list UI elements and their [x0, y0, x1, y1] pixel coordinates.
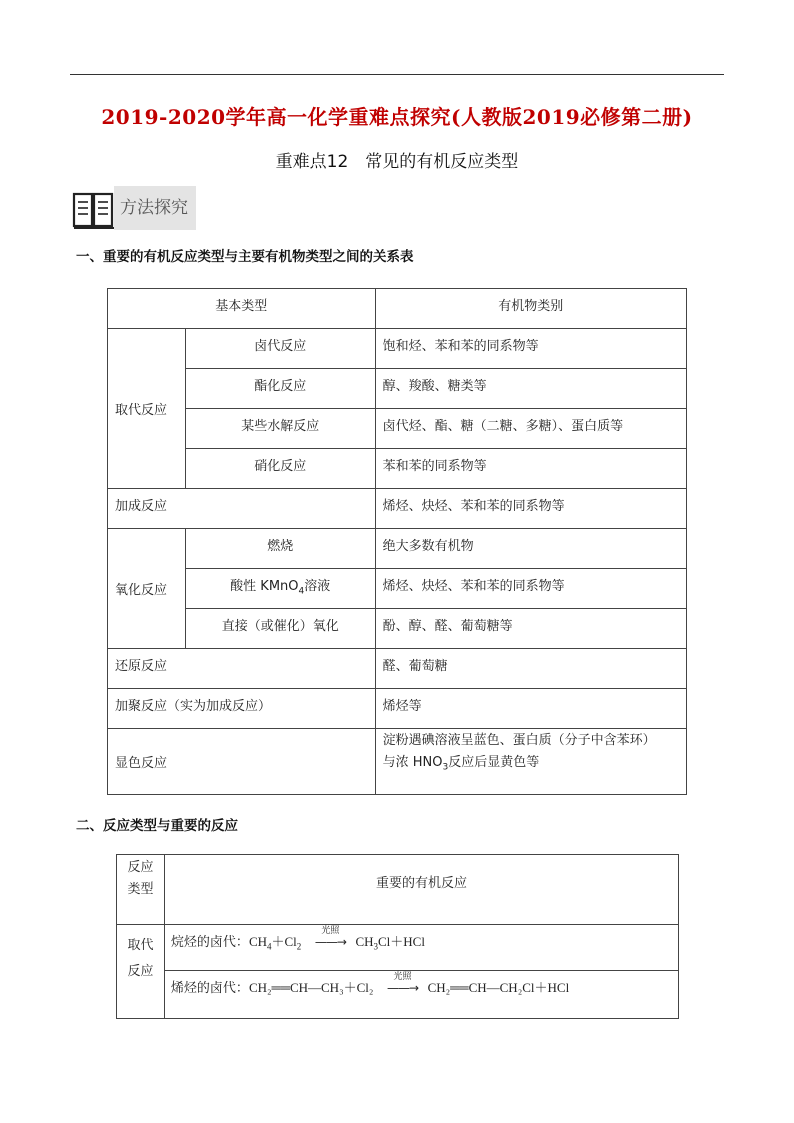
reactant-text: CH₂══CH—CH₃＋Cl₂: [248, 980, 374, 995]
table-row: [108, 489, 687, 529]
group-label-line: 取代: [127, 938, 154, 953]
col-header-type: [117, 855, 165, 925]
table-row: [108, 569, 687, 609]
arrow-icon: ——→: [314, 935, 346, 949]
category-cell: 烯烃、炔烃、苯和苯的同系物等: [375, 489, 686, 529]
subscript: 2: [296, 941, 302, 952]
subtype-cell: 卤代反应: [185, 329, 375, 369]
formula: CH: [355, 934, 374, 949]
subtype-cell: 燃烧: [185, 529, 375, 569]
oxidation-label: 氧化反应: [108, 529, 186, 649]
subtype-cell: 某些水解反应: [185, 409, 375, 449]
subscript: 4: [298, 586, 305, 597]
table-row: [108, 329, 687, 369]
subscript: 3: [373, 941, 378, 952]
category-cell: 卤代烃、酯、糖（二糖、多糖）、蛋白质等: [375, 409, 686, 449]
reduction-label: 还原反应: [108, 649, 376, 689]
formula: ＋Cl: [271, 934, 297, 949]
table-row: [108, 729, 687, 795]
reaction-arrow: [305, 926, 355, 949]
subscript: 4: [267, 941, 272, 952]
table-header-row: [108, 289, 687, 329]
table-row: [117, 971, 679, 1019]
section2-heading: 二、反应类型与重要的反应: [76, 818, 238, 834]
reaction-prefix: 烷烃的卤代：: [170, 935, 249, 950]
header-rule: [70, 74, 724, 75]
method-badge-label: 方法探究: [114, 186, 196, 230]
category-line: [383, 752, 679, 779]
subtype-cell: 硝化反应: [185, 449, 375, 489]
subtype-cell: 酯化反应: [185, 369, 375, 409]
reaction-arrow: [378, 972, 428, 995]
reaction-cell: [164, 971, 678, 1019]
color-reaction-label: 显色反应: [108, 729, 376, 795]
category-text: 反应后显黄色等: [448, 755, 540, 770]
polymerization-label: 加聚反应（实为加成反应）: [108, 689, 376, 729]
category-cell: 醛、葡萄糖: [375, 649, 686, 689]
product-text: [355, 934, 425, 952]
method-badge: [72, 186, 197, 232]
subtype-text: 溶液: [304, 579, 331, 594]
book-icon: [72, 190, 116, 230]
document-title: 2019-2020学年高一化学重难点探究(人教版2019必修第二册): [101, 105, 693, 129]
col-header-reaction: 重要的有机反应: [164, 855, 678, 925]
col-header-organic-class: 有机物类别: [375, 289, 686, 329]
section1-heading: 一、重要的有机反应类型与主要有机物类型之间的关系表: [76, 249, 414, 265]
table-row: [108, 649, 687, 689]
table-row: [108, 609, 687, 649]
reactant-text: [248, 934, 302, 952]
table-row: [108, 689, 687, 729]
document-subtitle: 重难点12 常见的有机反应类型: [275, 152, 519, 172]
reaction-table: [116, 854, 679, 1019]
subtype-text: 酸性 KMnO: [230, 579, 299, 594]
reaction-cell: [164, 925, 678, 971]
category-cell: 绝大多数有机物: [375, 529, 686, 569]
col-header-basic-type: 基本类型: [108, 289, 376, 329]
reaction-type-table: [107, 288, 687, 795]
category-line: 淀粉遇碘溶液呈蓝色、蛋白质（分子中含苯环）: [382, 733, 656, 748]
table-row: [117, 925, 679, 971]
addition-label: 加成反应: [108, 489, 376, 529]
subscript: 3: [442, 762, 449, 773]
formula: CH: [248, 934, 267, 949]
arrow-icon: ——→: [387, 981, 419, 995]
reaction-prefix: 烯烃的卤代：: [170, 981, 249, 996]
header-line: 类型: [127, 882, 154, 897]
category-text: 与浓 HNO: [382, 755, 443, 770]
product-text: CH₂══CH—CH₂Cl＋HCl: [427, 980, 570, 995]
table-row: [108, 529, 687, 569]
reaction-condition: 光照: [321, 926, 340, 936]
subtype-cell: [185, 569, 375, 609]
group-label: [117, 925, 165, 1019]
category-cell: 苯和苯的同系物等: [375, 449, 686, 489]
table-row: [108, 409, 687, 449]
subtype-cell: 直接（或催化）氧化: [185, 609, 375, 649]
category-cell: 酚、醇、醛、葡萄糖等: [375, 609, 686, 649]
substitution-label: 取代反应: [108, 329, 186, 489]
category-cell: 烯烃等: [375, 689, 686, 729]
formula: Cl＋HCl: [378, 934, 425, 949]
table-row: [108, 449, 687, 489]
table-header-row: [117, 855, 679, 925]
category-cell: [375, 729, 686, 795]
table-row: [108, 369, 687, 409]
category-cell: 烯烃、炔烃、苯和苯的同系物等: [375, 569, 686, 609]
category-cell: 饱和烃、苯和苯的同系物等: [375, 329, 686, 369]
header-line: 反应: [127, 860, 154, 875]
reaction-condition: 光照: [393, 972, 412, 982]
group-label-line: 反应: [127, 964, 154, 979]
category-cell: 醇、羧酸、糖类等: [375, 369, 686, 409]
